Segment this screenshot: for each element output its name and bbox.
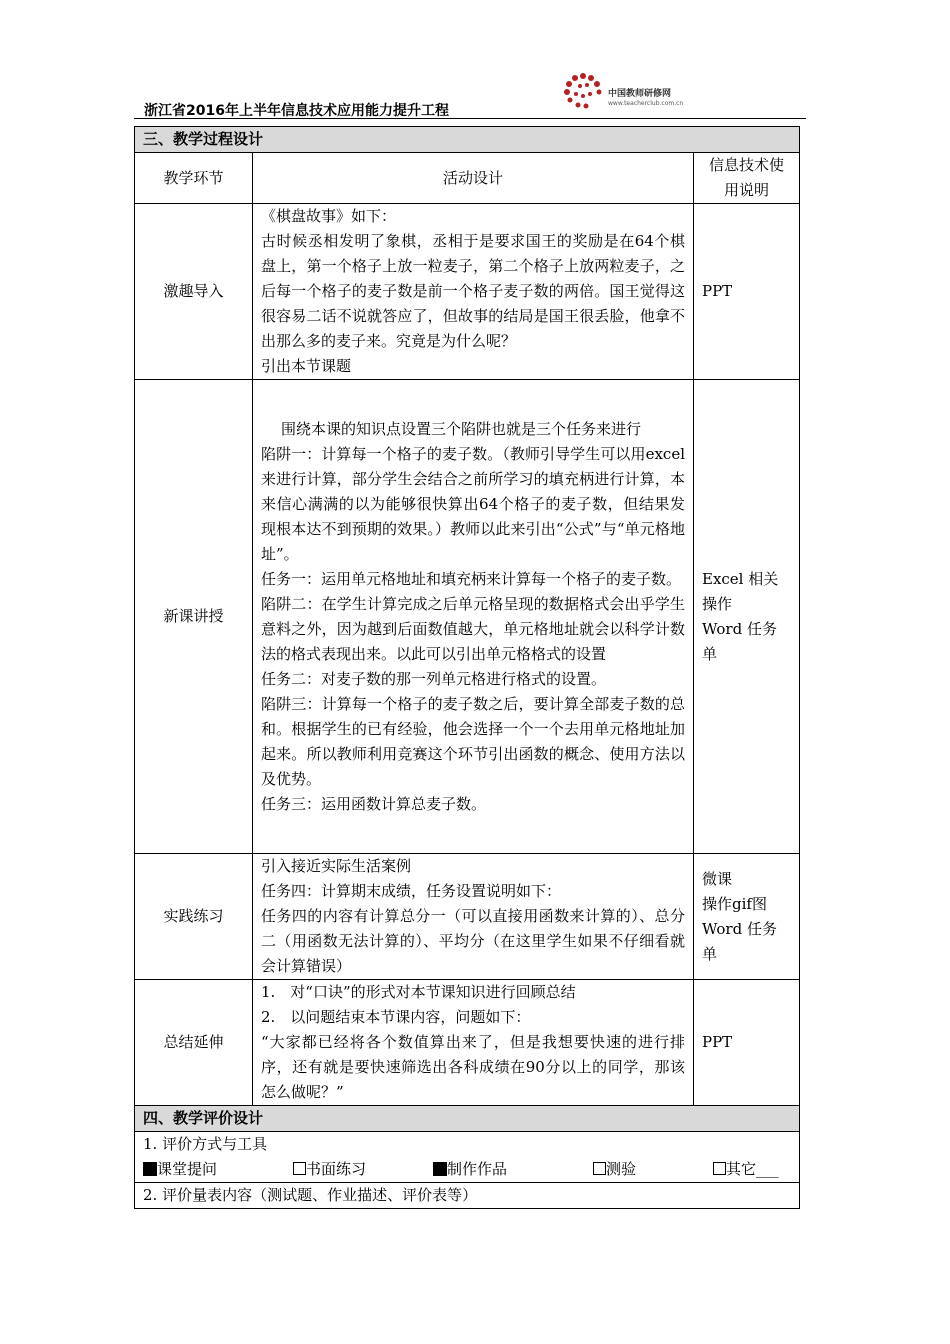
column-header-activity: 活动设计 [253, 153, 694, 204]
activity-line: 陷阱三：计算每一个格子的麦子数之后，要计算全部麦子数的总和。根据学生的已有经验，他会选择一个一个去用单元格地址加起来。所以教师利用竞赛这个环节引出函数的概念、使用方法以及优势。 [261, 694, 685, 788]
logo-flower-icon [558, 68, 608, 114]
teacherclub-logo [558, 68, 708, 114]
activity-line: 2. 以问题结束本节课内容，问题如下： [261, 1008, 531, 1026]
document-header-title: 浙江省2016年上半年信息技术应用能力提升工程 [144, 103, 449, 119]
checkbox-empty-icon [713, 1162, 726, 1175]
evaluation-methods-cell [135, 1132, 800, 1183]
column-header-stage: 教学环节 [135, 153, 253, 204]
activity-cell [253, 380, 694, 854]
checkbox-checked-icon [433, 1162, 447, 1176]
activity-line: 任务四：计算期末成绩，任务设置说明如下： [261, 882, 562, 900]
evaluation-methods-heading: 1. 评价方式与工具 [143, 1135, 268, 1153]
tech-item: PPT [702, 1033, 733, 1051]
evaluation-scale-cell: 2. 评价量表内容（测试题、作业描述、评价表等） [135, 1183, 800, 1209]
stage-label: 总结延伸 [135, 980, 253, 1106]
checkbox-empty-icon [593, 1162, 606, 1175]
tech-item: Excel 相关操作 [702, 569, 779, 613]
option-classroom-questioning[interactable]: 课堂提问 [143, 1157, 293, 1182]
tech-item: Word 任务单 [702, 919, 777, 963]
lesson-plan-table [134, 126, 800, 1209]
activity-line: 古时候丞相发明了象棋，丞相于是要求国王的奖励是在64个棋盘上，第一个格子上放一粒麦子，第二个格子上放两粒麦子，之后每一个格子的麦子数是前一个格子麦子数的两倍。国王觉得这很容易二话不说就答应了，但故事的结局是国王很丢脸，他拿不出那么多的麦子来。究竟是为什么呢？ [261, 232, 685, 350]
checkbox-empty-icon [293, 1162, 306, 1175]
section-title-evaluation: 四、教学评价设计 [135, 1106, 800, 1132]
tech-item: PPT [702, 282, 733, 300]
activity-line: 任务四的内容有计算总分一（可以直接用函数来计算的）、总分二（用函数无法计算的）、平均分（在这里学生如果不仔细看就会计算错误） [261, 907, 685, 975]
header-divider [134, 118, 806, 119]
activity-line: 围绕本课的知识点设置三个陷阱也就是三个任务来进行 [281, 419, 642, 438]
checkbox-checked-icon [143, 1162, 157, 1176]
activity-line: 引出本节课题 [261, 357, 352, 375]
activity-line: “大家都已经将各个数值算出来了，但是我想要快速的进行排序，还有就是要快速筛选出各科成绩在90分以上的同学，那该怎么做呢？” [261, 1033, 685, 1101]
stage-label: 新课讲授 [135, 380, 253, 854]
activity-line: 陷阱二：在学生计算完成之后单元格呈现的数据格式会出乎学生意料之外，因为越到后面数值越大，单元格地址就会以科学计数法的格式表现出来。以此可以引出单元格格式的设置 [261, 594, 685, 663]
logo-text-cn: 中国教师研修网 [608, 89, 672, 99]
option-create-work[interactable]: 制作作品 [433, 1157, 593, 1182]
activity-line: 《棋盘故事》如下： [261, 207, 397, 225]
tech-item: 操作gif图 [702, 894, 767, 913]
tech-cell [694, 854, 800, 980]
tech-cell [694, 204, 800, 380]
section-title-process: 三、教学过程设计 [135, 127, 800, 153]
evaluation-options [143, 1157, 791, 1182]
option-written-exercise[interactable]: 书面练习 [293, 1157, 433, 1182]
option-other[interactable]: 其它___ [713, 1157, 779, 1182]
logo-text-en: www.teacherclub.com.cn [608, 100, 684, 107]
tech-item: 微课 [702, 869, 733, 888]
option-quiz[interactable]: 测验 [593, 1157, 713, 1182]
activity-cell [253, 980, 694, 1106]
tech-cell [694, 980, 800, 1106]
stage-label: 激趣导入 [135, 204, 253, 380]
activity-line: 任务一：运用单元格地址和填充柄来计算每一个格子的麦子数。 [261, 569, 682, 588]
stage-label: 实践练习 [135, 854, 253, 980]
column-header-tech: 信息技术使用说明 [694, 153, 800, 204]
activity-line: 1. 对“口诀”的形式对本节课知识进行回顾总结 [261, 983, 576, 1001]
tech-cell [694, 380, 800, 854]
activity-line: 引入接近实际生活案例 [261, 857, 412, 875]
activity-line: 任务二：对麦子数的那一列单元格进行格式的设置。 [261, 669, 607, 688]
activity-cell [253, 204, 694, 380]
activity-line: 陷阱一：计算每一个格子的麦子数。（教师引导学生可以用excel来进行计算，部分学生会结合之前所学习的填充柄进行计算，本来信心满满的以为能够很快算出64个格子的麦子数，但结果发现根本达不到预期的效果。）教师以此来引出“公式”与“单元格地址”。 [261, 444, 685, 563]
tech-item: Word 任务单 [702, 619, 777, 663]
activity-line: 任务三：运用函数计算总麦子数。 [261, 794, 487, 813]
activity-cell [253, 854, 694, 980]
